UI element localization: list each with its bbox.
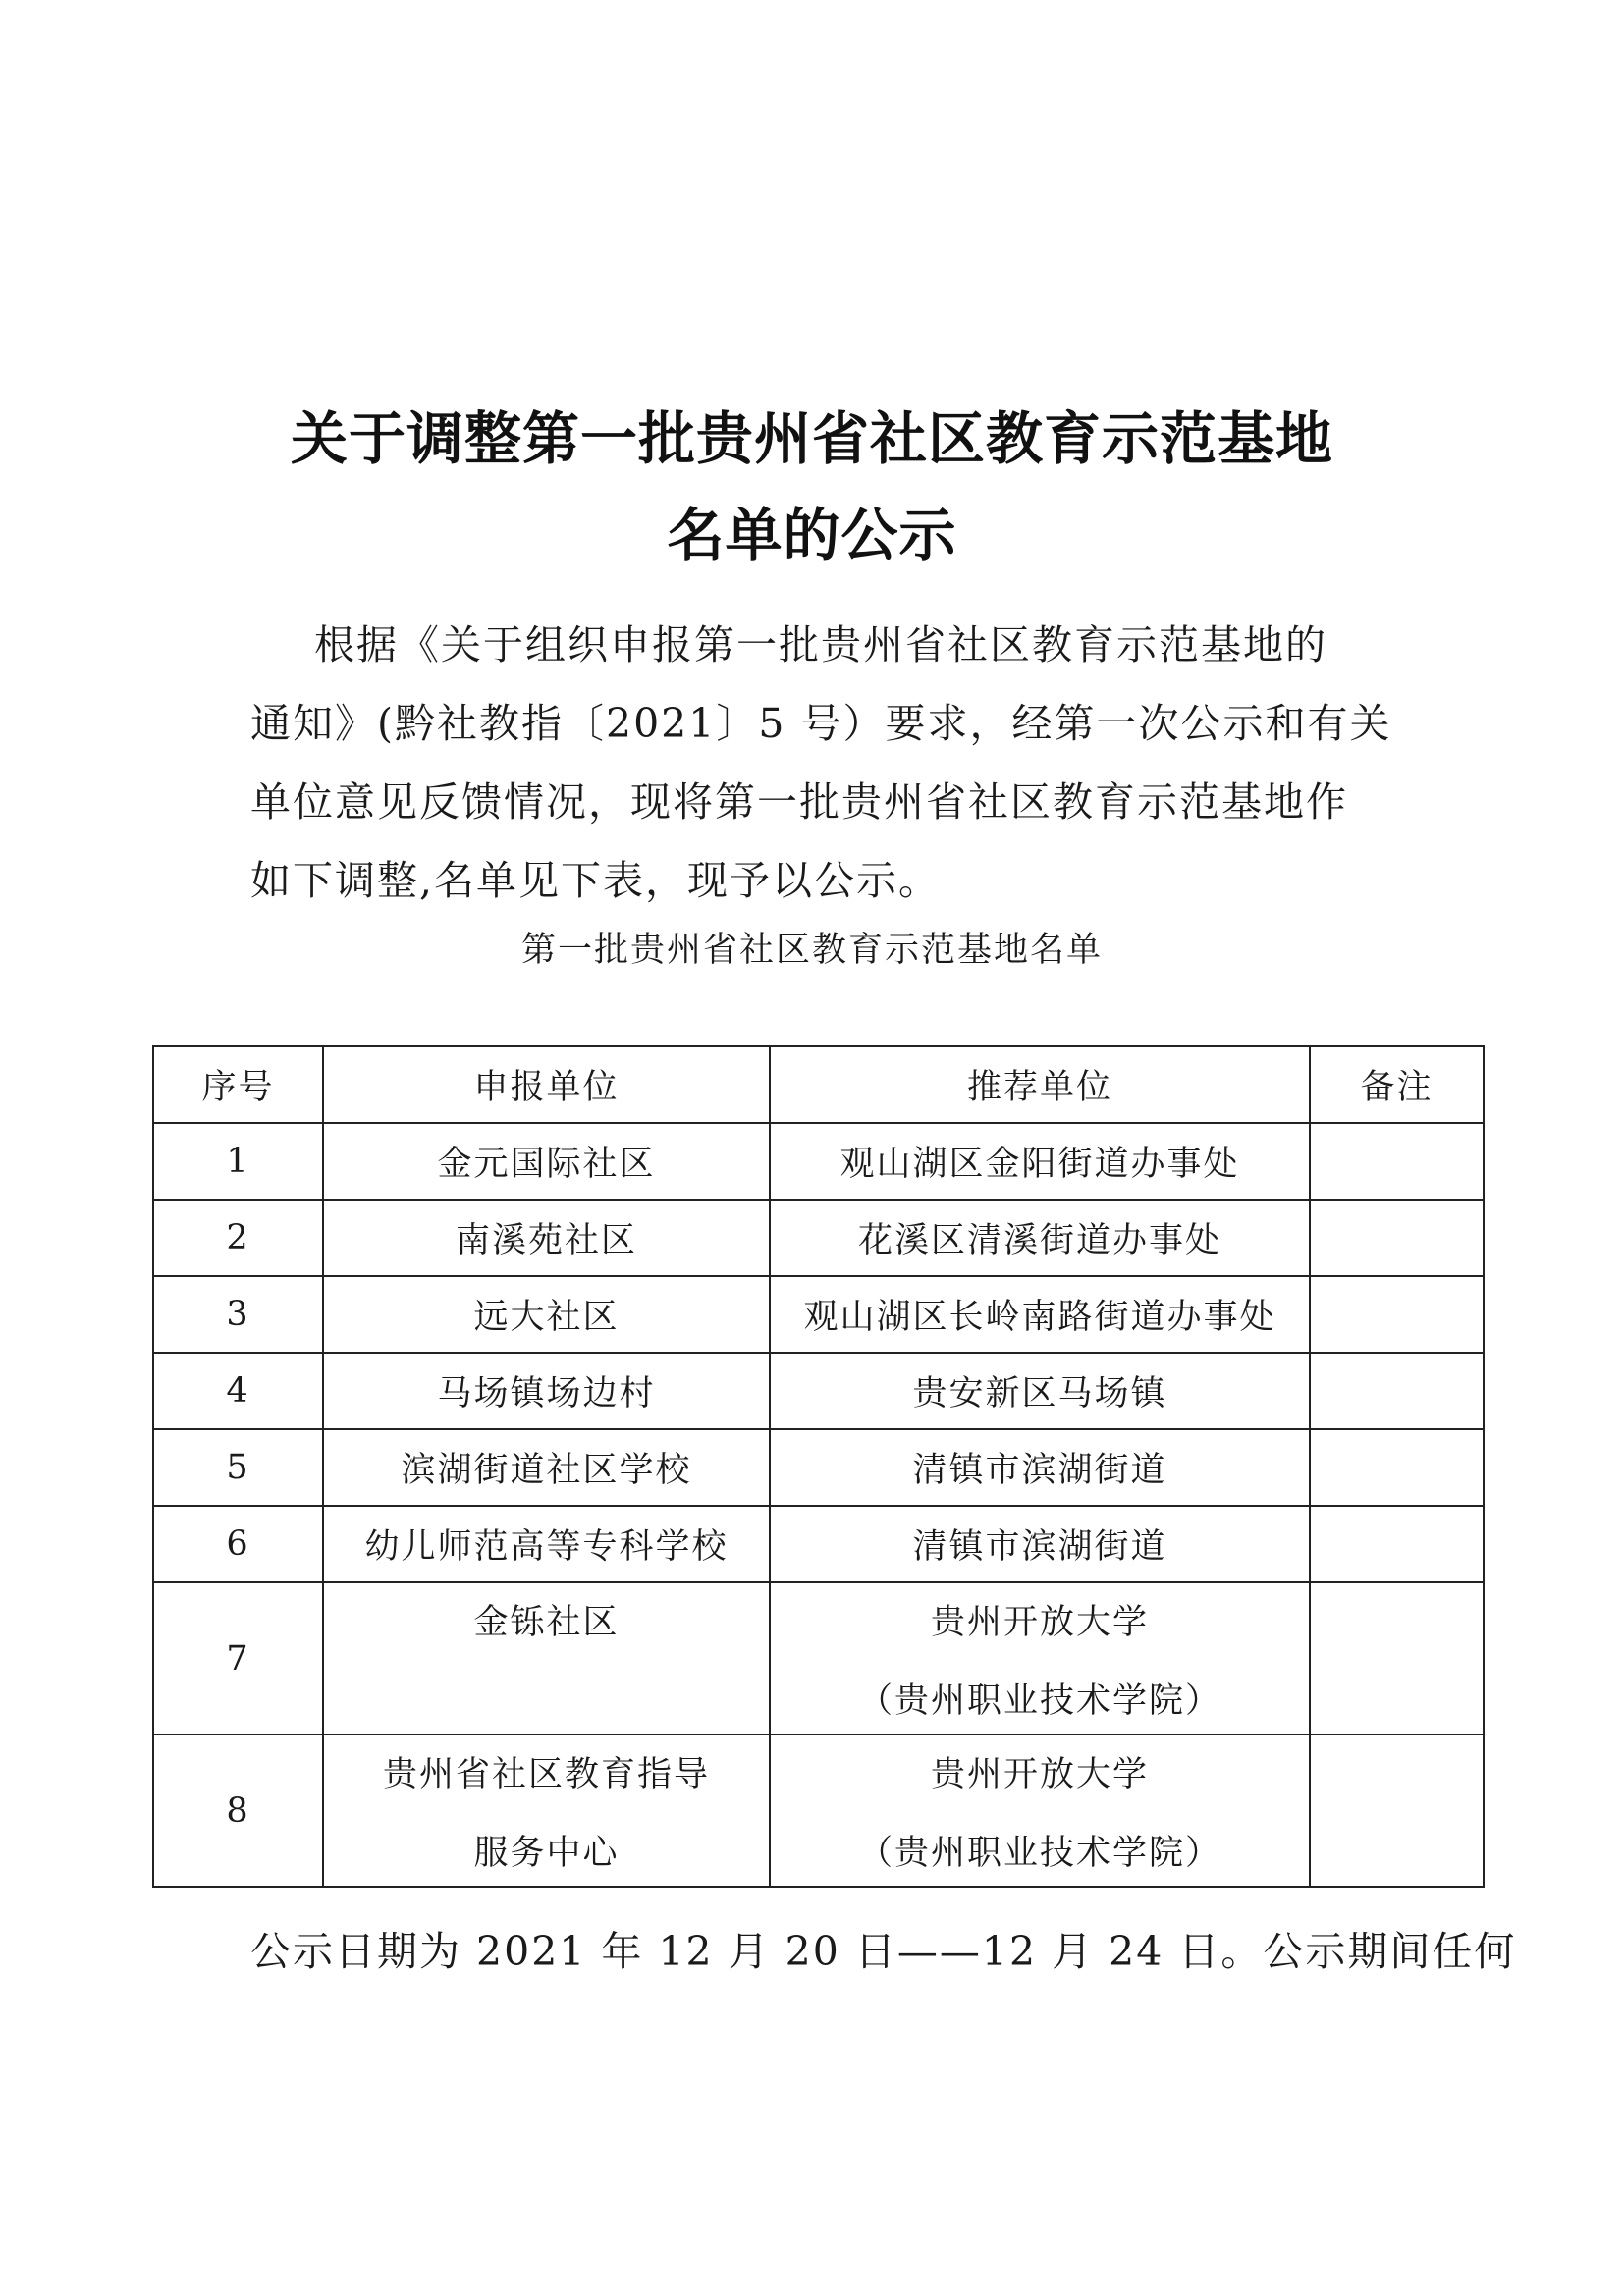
cell-recommender-line-1: 贵州开放大学 — [930, 1754, 1149, 1794]
cell-applicant-line-2: 服务中心 — [473, 1833, 620, 1873]
document-title-line-2: 名单的公示 — [667, 502, 957, 568]
table-row — [153, 1506, 1484, 1582]
cell-remark — [1310, 1200, 1484, 1276]
cell-applicant: 南溪苑社区 — [323, 1200, 770, 1276]
table-row — [153, 1353, 1484, 1429]
paragraph-line-3: 单位意见反馈情况，现将第一批贵州省社区教育示范基地作 — [250, 778, 1348, 826]
table-header-row — [153, 1046, 1484, 1123]
cell-recommender: 观山湖区金阳街道办事处 — [770, 1123, 1310, 1200]
cell-applicant: 金元国际社区 — [323, 1123, 770, 1200]
document-title-line-1: 关于调整第一批贵州省社区教育示范基地 — [290, 405, 1333, 472]
cell-recommender: 花溪区清溪街道办事处 — [770, 1200, 1310, 1276]
cell-applicant — [323, 1735, 770, 1887]
paragraph-line-4: 如下调整,名单见下表，现予以公示。 — [250, 857, 942, 904]
header-applicant: 申报单位 — [323, 1046, 770, 1123]
table-row — [153, 1582, 1484, 1735]
base-list-table — [152, 1045, 1485, 1888]
header-recommender: 推荐单位 — [770, 1046, 1310, 1123]
cell-no: 6 — [153, 1506, 323, 1582]
cell-no: 4 — [153, 1353, 323, 1429]
paragraph-line-1: 根据《关于组织申报第一批贵州省社区教育示范基地的 — [314, 621, 1327, 668]
cell-applicant-line-1: 贵州省社区教育指导 — [382, 1754, 710, 1794]
table-row — [153, 1123, 1484, 1200]
table-row — [153, 1429, 1484, 1506]
cell-recommender: 观山湖区长岭南路街道办事处 — [770, 1276, 1310, 1353]
cell-recommender: 贵安新区马场镇 — [770, 1353, 1310, 1429]
cell-no: 1 — [153, 1123, 323, 1200]
cell-no: 7 — [153, 1582, 323, 1735]
cell-remark — [1310, 1429, 1484, 1506]
cell-no: 2 — [153, 1200, 323, 1276]
cell-no: 5 — [153, 1429, 323, 1506]
cell-recommender-line-1: 贵州开放大学 — [930, 1602, 1149, 1642]
cell-remark — [1310, 1735, 1484, 1887]
cell-remark — [1310, 1353, 1484, 1429]
cell-applicant — [323, 1582, 770, 1735]
table-caption: 第一批贵州省社区教育示范基地名单 — [520, 931, 1103, 970]
cell-remark — [1310, 1582, 1484, 1735]
cell-applicant: 远大社区 — [323, 1276, 770, 1353]
cell-applicant-text: 金铄社区 — [473, 1602, 620, 1642]
table-row — [153, 1200, 1484, 1276]
cell-remark — [1310, 1506, 1484, 1582]
footer-text: 公示日期为 2021 年 12 月 20 日——12 月 24 日。公示期间任何 — [250, 1928, 1517, 1975]
cell-applicant: 马场镇场边村 — [323, 1353, 770, 1429]
cell-recommender — [770, 1735, 1310, 1887]
header-no: 序号 — [153, 1046, 323, 1123]
cell-no: 3 — [153, 1276, 323, 1353]
cell-applicant: 滨湖街道社区学校 — [323, 1429, 770, 1506]
cell-applicant: 幼儿师范高等专科学校 — [323, 1506, 770, 1582]
cell-remark — [1310, 1276, 1484, 1353]
cell-recommender-line-2: （贵州职业技术学院） — [857, 1833, 1221, 1873]
cell-remark — [1310, 1123, 1484, 1200]
table-row — [153, 1735, 1484, 1887]
paragraph-line-2: 通知》(黔社教指〔2021〕5 号）要求，经第一次公示和有关 — [250, 700, 1392, 747]
cell-recommender: 清镇市滨湖街道 — [770, 1429, 1310, 1506]
cell-recommender-line-2: （贵州职业技术学院） — [857, 1681, 1221, 1721]
cell-recommender — [770, 1582, 1310, 1735]
cell-no: 8 — [153, 1735, 323, 1887]
table-row — [153, 1276, 1484, 1353]
header-remark: 备注 — [1310, 1046, 1484, 1123]
cell-recommender: 清镇市滨湖街道 — [770, 1506, 1310, 1582]
